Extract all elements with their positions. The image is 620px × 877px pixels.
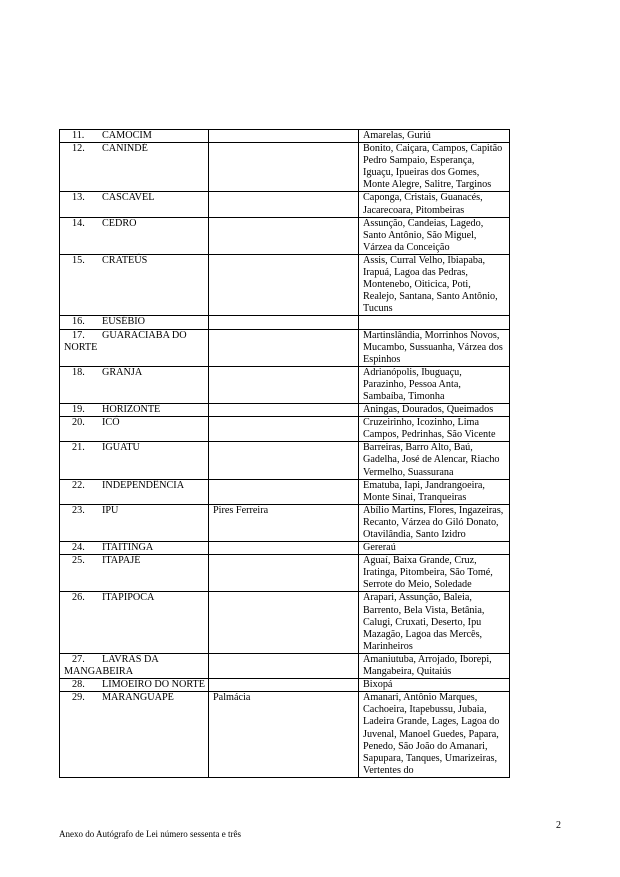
table-row	[60, 254, 510, 315]
table-row	[60, 130, 510, 143]
sede-cell	[209, 130, 359, 143]
row-number: 15.	[72, 254, 85, 266]
municipality-name: LIMOEIRO DO NORTE	[102, 679, 205, 691]
table-row	[60, 316, 510, 329]
row-number: 24.	[72, 542, 85, 554]
sede-cell	[209, 653, 359, 678]
row-number: 13.	[72, 192, 85, 204]
municipality-cell	[60, 692, 209, 778]
footer-text: Anexo do Autógrafo de Lei número sessenta e três	[59, 829, 241, 839]
municipality-name: ITAPIPOCA	[102, 592, 155, 604]
municipality-name: CEDRO	[102, 217, 137, 229]
districts-cell: Assunção, Candeias, Lagedo, Santo Antônio, São Miguel, Várzea da Conceição	[359, 217, 510, 254]
table-row	[60, 192, 510, 217]
table-row	[60, 417, 510, 442]
table-row	[60, 442, 510, 479]
row-number: 29.	[72, 692, 85, 704]
districts-cell: Barreiras, Barro Alto, Baú, Gadelha, José de Alencar, Riacho Vermelho, Suassurana	[359, 442, 510, 479]
sede-cell: Pires Ferreira	[209, 504, 359, 541]
municipality-name: HORIZONTE	[102, 404, 161, 416]
municipality-cell	[60, 329, 209, 366]
municipality-name: ITAPAJÉ	[102, 555, 141, 567]
municipality-name: GRANJA	[102, 366, 143, 378]
municipality-cell	[60, 542, 209, 555]
row-number: 19.	[72, 404, 85, 416]
table-row	[60, 653, 510, 678]
municipality-cell	[60, 479, 209, 504]
municipality-name: CASCAVEL	[102, 192, 155, 204]
row-number: 28.	[72, 679, 85, 691]
municipality-name: EUSÉBIO	[102, 316, 146, 328]
sede-cell	[209, 442, 359, 479]
table-row	[60, 504, 510, 541]
districts-cell: Adrianópolis, Ibuguaçu, Parazinho, Pessoa Anta, Sambaíba, Timonha	[359, 366, 510, 403]
table-row	[60, 479, 510, 504]
sede-cell	[209, 542, 359, 555]
row-number: 21.	[72, 442, 85, 454]
table-row	[60, 143, 510, 192]
sede-cell	[209, 479, 359, 504]
table-body	[60, 130, 510, 778]
municipality-cell	[60, 653, 209, 678]
table-row	[60, 555, 510, 592]
sede-cell	[209, 217, 359, 254]
municipality-cell	[60, 217, 209, 254]
row-number: 22.	[72, 479, 85, 491]
districts-cell: Aguaí, Baixa Grande, Cruz, Iratinga, Pitombeira, São Tomé, Serrote do Meio, Soledade	[359, 555, 510, 592]
districts-cell: Amaniutuba, Arrojado, Iborepi, Mangabeira, Quitaiús	[359, 653, 510, 678]
table-row	[60, 329, 510, 366]
row-number: 18.	[72, 366, 85, 378]
table-row	[60, 217, 510, 254]
municipality-cell	[60, 417, 209, 442]
row-number: 26.	[72, 592, 85, 604]
sede-cell	[209, 366, 359, 403]
sede-cell	[209, 555, 359, 592]
districts-cell: Assis, Curral Velho, Ibiapaba, Irapuá, Lagoa das Pedras, Montenebo, Oiticica, Poti, Realejo, Santana, Santo Antônio, Tucuns	[359, 254, 510, 315]
table-row	[60, 592, 510, 653]
municipality-cell	[60, 316, 209, 329]
districts-cell: Ematuba, Iapi, Jandrangoeira, Monte Sinai, Tranqueiras	[359, 479, 510, 504]
municipality-name: MARANGUAPE	[102, 692, 174, 704]
sede-cell: Palmácia	[209, 692, 359, 778]
table-row	[60, 679, 510, 692]
districts-cell: Aningas, Dourados, Queimados	[359, 404, 510, 417]
municipality-cell	[60, 504, 209, 541]
row-number: 20.	[72, 417, 85, 429]
districts-cell: Caponga, Cristais, Guanacés, Jacarecoara, Pitombeiras	[359, 192, 510, 217]
sede-cell	[209, 192, 359, 217]
page-number: 2	[556, 820, 561, 831]
municipality-name: CRATEÚS	[102, 254, 148, 266]
municipality-name: GUARACIABA DO NORTE	[64, 329, 187, 353]
districts-cell: Amanari, Antônio Marques, Cachoeira, Itapebussu, Jubaia, Ladeira Grande, Lages, Lagoa do Juvenal, Manoel Guedes, Papara, Penedo, São João do Amanari, Sapupara, Tanques, Umarizeiras, Vertentes do	[359, 692, 510, 778]
municipality-cell	[60, 442, 209, 479]
municipality-cell	[60, 679, 209, 692]
municipality-name: INDEPENDÊNCIA	[102, 479, 185, 491]
municipality-cell	[60, 254, 209, 315]
municipality-cell	[60, 404, 209, 417]
municipality-name: ITAITINGA	[102, 542, 154, 554]
table-row	[60, 542, 510, 555]
table-row	[60, 692, 510, 778]
sede-cell	[209, 254, 359, 315]
row-number: 12.	[72, 143, 85, 155]
sede-cell	[209, 143, 359, 192]
municipality-cell	[60, 592, 209, 653]
municipality-cell	[60, 130, 209, 143]
districts-cell: Abílio Martins, Flores, Ingazeiras, Recanto, Várzea do Giló Donato, Otavilândia, Santo Izidro	[359, 504, 510, 541]
districts-cell: Bixopá	[359, 679, 510, 692]
sede-cell	[209, 679, 359, 692]
municipality-name: CAMOCIM	[102, 130, 152, 141]
sede-cell	[209, 417, 359, 442]
municipality-cell	[60, 143, 209, 192]
sede-cell	[209, 592, 359, 653]
row-number: 23.	[72, 504, 85, 516]
municipality-name: IGUATU	[102, 442, 140, 454]
municipality-name: IPU	[102, 504, 119, 516]
row-number: 16.	[72, 316, 85, 328]
districts-cell: Cruzeirinho, Icozinho, Lima Campos, Pedrinhas, São Vicente	[359, 417, 510, 442]
row-number: 25.	[72, 555, 85, 567]
municipality-name: CANINDÉ	[102, 143, 148, 155]
municipality-cell	[60, 192, 209, 217]
districts-cell: Arapari, Assunção, Baleia, Barrento, Bela Vista, Betânia, Calugi, Cruxati, Deserto, Ipu Mazagão, Lagoa das Mercês, Marinheiros	[359, 592, 510, 653]
districts-cell: Gereraú	[359, 542, 510, 555]
row-number: 27.	[72, 653, 85, 665]
table-row	[60, 404, 510, 417]
sede-cell	[209, 329, 359, 366]
row-number: 17.	[72, 329, 85, 341]
districts-cell: Bonito, Caiçara, Campos, Capitão Pedro Sampaio, Esperança, Iguaçu, Ipueiras dos Gomes, Monte Alegre, Salitre, Targinos	[359, 143, 510, 192]
municipality-name: LAVRAS DA MANGABEIRA	[64, 653, 159, 678]
sede-cell	[209, 316, 359, 329]
sede-cell	[209, 404, 359, 417]
municipalities-table	[59, 129, 510, 778]
table-row	[60, 366, 510, 403]
row-number: 11.	[72, 130, 85, 141]
municipality-cell	[60, 366, 209, 403]
districts-cell: Martinslândia, Morrinhos Novos, Mucambo, Sussuanha, Várzea dos Espinhos	[359, 329, 510, 366]
row-number: 14.	[72, 217, 85, 229]
districts-cell	[359, 316, 510, 329]
municipality-name: ICÓ	[102, 417, 120, 429]
districts-cell: Amarelas, Guriú	[359, 130, 510, 143]
municipality-cell	[60, 555, 209, 592]
